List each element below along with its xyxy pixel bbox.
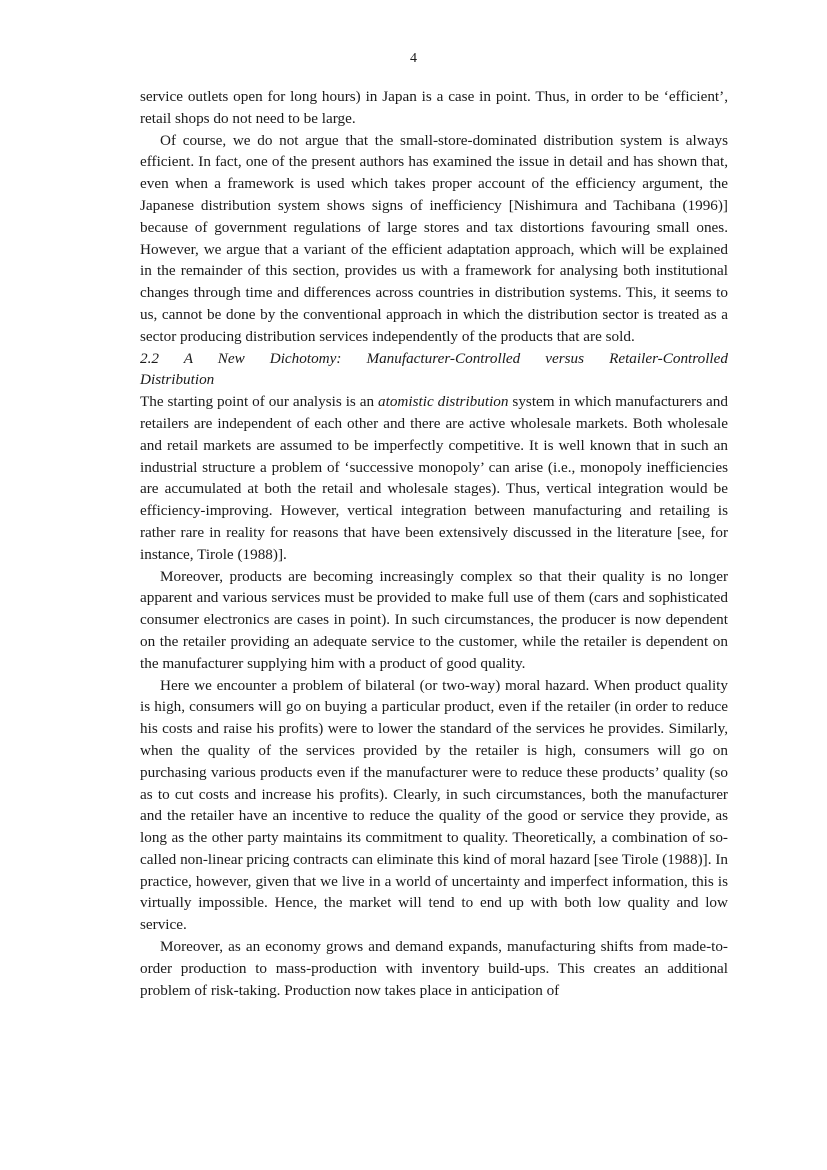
paragraph: Moreover, products are becoming increasingly complex so that their quality is no longer apparent and various services must be provided to make full use of them (cars and sophisticated consumer electronics are cases in point). In such circumstances, the producer is now dependent on the retailer providing an adequate service to the customer, while the retailer is dependent on the manufacturer supplying him with a product of good quality.: [140, 567, 728, 672]
paragraph: Moreover, as an economy grows and demand expands, manufacturing shifts from made-to-order production to mass-production with inventory build-ups. This creates an additional problem of risk-taking. Production now takes place in anticipation of: [140, 938, 728, 999]
emphasis-term: atomistic distribution: [378, 393, 509, 411]
paragraph-text: system in which manufacturers and retailers are independent of each other and there are active wholesale markets. Both wholesale and retail markets are assumed to be imperfectly competitive. It is well known that in such an industrial structure a problem of ‘successive monopoly’ can arise (i.e., monopoly inefficiencies are accumulated at both the retail and wholesale stages). Thus, vertical integration would be efficiency-improving. However, vertical integration between manufacturing and retailing is rather rare in reality for reasons that have been extensively discussed in the literature [see, for instance, Tirole (1988)].: [140, 393, 728, 563]
paragraph: [140, 391, 728, 565]
section-heading-line: 2.2 A New Dichotomy: Manufacturer-Controlled versus Retailer-Controlled: [140, 349, 728, 367]
paragraph: Of course, we do not argue that the small-store-dominated distribution system is always efficient. In fact, one of the present authors has examined the issue in detail and has shown that, even when a framework is used which takes proper account of the efficiency argument, the Japanese distribution system shows signs of inefficiency [Nishimura and Tachibana (1996)] because of government regulations of large stores and tax distortions favouring small ones. However, we argue that a variant of the efficient adaptation approach, which will be explained in the remainder of this section, provides us with a framework for analysing both institutional changes through time and differences across countries in distribution systems. This, it seems to us, cannot be done by the conventional approach in which the distribution sector is treated as a sector producing distribution services independently of the products that are sold.: [140, 131, 728, 345]
body-text: [140, 86, 728, 1001]
paragraph-text: The starting point of our analysis is an: [140, 393, 378, 411]
section-heading-line: Distribution: [140, 371, 215, 389]
paragraph: Here we encounter a problem of bilateral (or two-way) moral hazard. When product quality is high, consumers will go on buying a particular product, even if the retailer (in order to reduce his costs and raise his profits) were to lower the standard of the services he provides. Similarly, when the quality of the services provided by the retailer is high, consumers will go on purchasing various products even if the manufacturer were to reduce these products’ quality (so as to cut costs and increase his profits). Clearly, in such circumstances, both the manufacturer and the retailer have an incentive to reduce the quality of the good or service they provide, as long as the other party maintains its commitment to quality. Theoretically, a combination of so-called non-linear pricing contracts can eliminate this kind of moral hazard [see Tirole (1988)]. In practice, however, given that we live in a world of uncertainty and imperfect information, this is virtually impossible. Hence, the market will tend to end up with both low quality and low service.: [140, 676, 728, 934]
page-number: 4: [410, 51, 417, 66]
paragraph: service outlets open for long hours) in Japan is a case in point. Thus, in order to be ‘efficient’, retail shops do not need to be large.: [140, 88, 728, 127]
section-heading: [140, 348, 728, 392]
